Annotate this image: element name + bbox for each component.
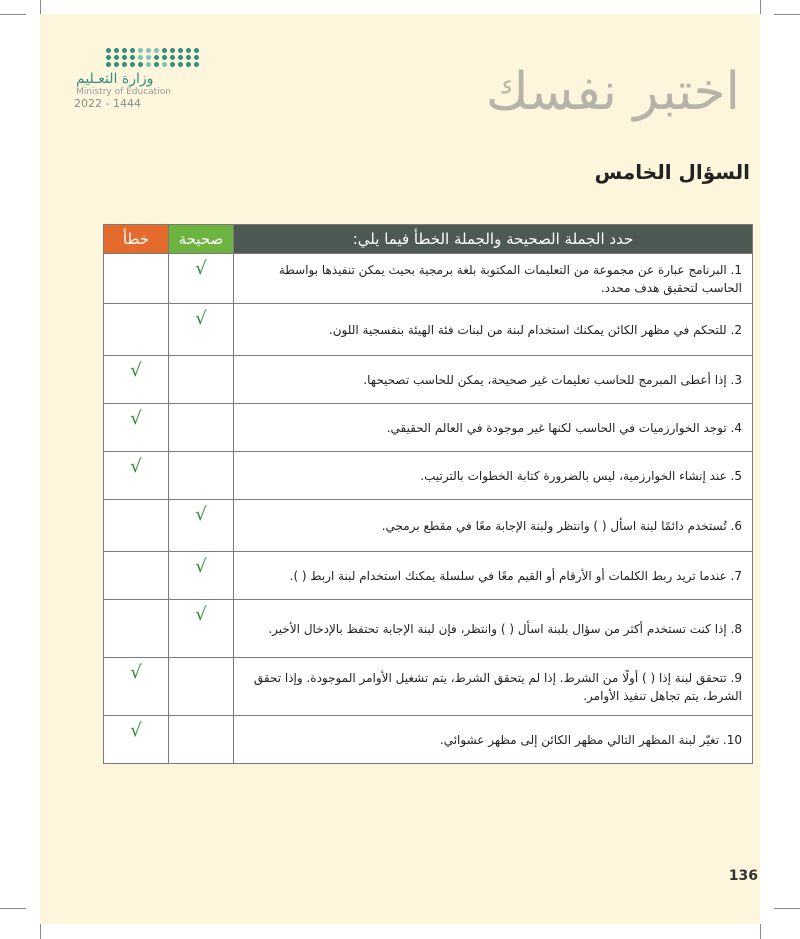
check-mark-icon: √ xyxy=(169,600,234,658)
crop-mark-right-top xyxy=(774,14,800,15)
table-row xyxy=(104,254,753,304)
true-cell xyxy=(169,716,234,764)
statement-cell: 2. للتحكم في مظهر الكائن يمكنك استخدام لبنة من لبنات فئة الهيئة بنفسجية اللون. xyxy=(234,304,753,356)
check-mark-icon: √ xyxy=(104,404,169,452)
table-row xyxy=(104,658,753,716)
false-cell xyxy=(104,600,169,658)
check-mark-icon: √ xyxy=(169,552,234,600)
year-label: 2022 - 1444 xyxy=(74,97,141,110)
check-mark-icon: √ xyxy=(169,304,234,356)
statement-cell: 7. عندما تريد ربط الكلمات أو الأرقام أو القيم معًا في سلسلة يمكنك استخدام لبنة اربط ( ). xyxy=(234,552,753,600)
statement-cell: 10. تغيّر لبنة المظهر التالي مظهر الكائن إلى مظهر عشوائي. xyxy=(234,716,753,764)
statement-cell: 9. تتحقق لبنة إذا ( ) أولًا من الشرط. إذا لم يتحقق الشرط، يتم تشغيل الأوامر الموجودة. وإذا تحقق الشرط، يتم تجاهل تنفيذ الأوامر. xyxy=(234,658,753,716)
statement-cell: 5. عند إنشاء الخوارزمية، ليس بالضرورة كتابة الخطوات بالترتيب. xyxy=(234,452,753,500)
table-header-row xyxy=(104,225,753,254)
crop-mark-top-right xyxy=(760,0,761,14)
page-number: 136 xyxy=(728,868,758,884)
statement-cell: 4. توجد الخوارزميات في الحاسب لكنها غير موجودة في العالم الحقيقي. xyxy=(234,404,753,452)
true-cell xyxy=(169,658,234,716)
crop-mark-left-top xyxy=(0,14,26,15)
true-column-header: صحيحة xyxy=(169,225,234,254)
statement-cell: 8. إذا كنت تستخدم أكثر من سؤال بلبنة اسأل ( ) وانتظر، فإن لبنة الإجابة تحتفظ بالإدخال الأخير. xyxy=(234,600,753,658)
table-row xyxy=(104,716,753,764)
statement-cell: 6. تُستخدم دائمًا لبنة اسأل ( ) وانتظر ولبنة الإجابة معًا في مقطع برمجي. xyxy=(234,500,753,552)
false-cell xyxy=(104,304,169,356)
table-row xyxy=(104,600,753,658)
crop-mark-left-bottom xyxy=(0,908,26,909)
true-cell xyxy=(169,452,234,500)
true-cell xyxy=(169,356,234,404)
false-cell xyxy=(104,254,169,304)
check-mark-icon: √ xyxy=(169,254,234,304)
logo-dots-icon xyxy=(106,48,176,67)
check-mark-icon: √ xyxy=(104,356,169,404)
statement-cell: 3. إذا أعطى المبرمج للحاسب تعليمات غير صحيحة، يمكن للحاسب تصحيحها. xyxy=(234,356,753,404)
ministry-name-en: Ministry of Education xyxy=(76,87,171,97)
true-false-table xyxy=(103,224,753,764)
check-mark-icon: √ xyxy=(104,452,169,500)
table-row xyxy=(104,404,753,452)
question-heading: السؤال الخامس xyxy=(594,160,750,184)
crop-mark-top-left xyxy=(40,0,41,14)
false-cell xyxy=(104,500,169,552)
true-cell xyxy=(169,404,234,452)
false-cell xyxy=(104,552,169,600)
table-row xyxy=(104,500,753,552)
table-row xyxy=(104,552,753,600)
statement-cell: 1. البرنامج عبارة عن مجموعة من التعليمات المكتوبة بلغة برمجية بحيث يمكن تنفيذها بواسطة الحاسب لتحقيق هدف محدد. xyxy=(234,254,753,304)
ministry-name-ar: وزارة التعـليم xyxy=(76,71,154,87)
false-column-header: خطأ xyxy=(104,225,169,254)
check-mark-icon: √ xyxy=(169,500,234,552)
check-mark-icon: √ xyxy=(104,658,169,716)
statement-column-header: حدد الجملة الصحيحة والجملة الخطأ فيما يلي: xyxy=(234,225,753,254)
table-row xyxy=(104,452,753,500)
page-title: اختبر نفسك xyxy=(485,62,740,122)
crop-mark-bottom-right xyxy=(760,924,761,939)
table-row xyxy=(104,356,753,404)
check-mark-icon: √ xyxy=(104,716,169,764)
crop-mark-right-bottom xyxy=(774,908,800,909)
ministry-logo xyxy=(64,48,176,110)
crop-mark-bottom-left xyxy=(40,924,41,939)
table-row xyxy=(104,304,753,356)
